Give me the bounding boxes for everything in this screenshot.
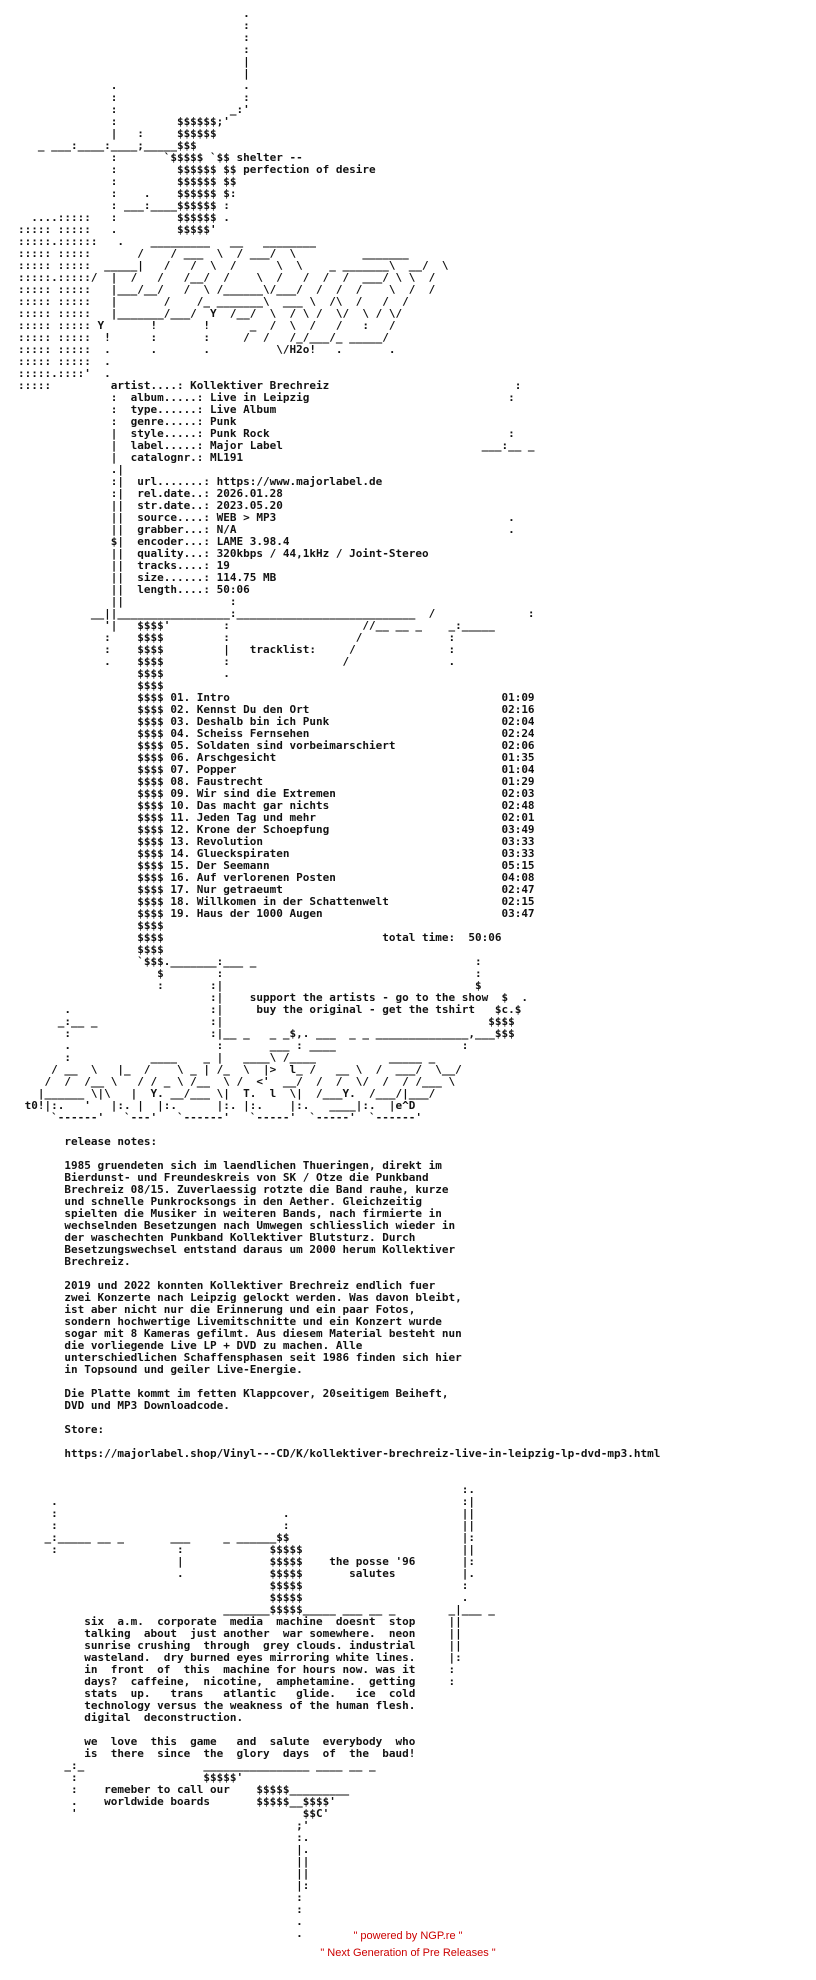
footer-tagline: " Next Generation of Pre Releases " [320, 1947, 496, 1959]
footer-powered-by: " powered by NGP.re " [353, 1930, 463, 1942]
nfo-ascii-document: . : : : | | . . : : : _:' : $$$$$$;' | : $$$$$$ _ ___:____:____;_____$$$ : `$$$$$ `$$ shelter -- : $$$$$$ $$ perfection of desire : $$$$$$ $$ : . $$$$$$ $: : ___:____$$$$$$ : ....::::: : $$$$$$ . ::::: ::::: . $$$$$' :::::.:::::: . _________ __ ________ ::::: ::::: / / ___ \ / ___/ \ _______ ::::: ::::: _____| / / \ / \ \ _ _______\ __/ \ :::::.:::::/ | / / /__/ / \ / / / / ___/ \ \ / ::::: ::::: |___/__/ / \ /______\/___/ / / / \ / / ::::: ::::: | / /_ _______\ ___ \ /\ / / / ::::: ::::: |_______/___/ Y /__/ \ / \ / \/ \ / \/ ::::: ::::: Y ! ! _ / \ / / : / ::::: ::::: ! : : / / /_/___/_ _____/ ::::: ::::: . . . \/H2o! . . ::::: ::::: . :::::.::::' . ::::: artist....: Kollektiver Brechreiz : : album.....: Live in Leipzig : : type......: Live Album : genre.....: Punk | style.....: Punk Rock : | label.....: Major Label ___:__ _ | catalognr.: ML191 .| :| url.......: https://www.majorlabel.de :| rel.date..: 2026.01.28 || str.date..: 2023.05.20 || source....: WEB > MP3 . || grabber...: N/A . $| encoder...: LAME 3.98.4 || quality...: 320kbps / 44,1kHz / Joint-Stereo || tracks....: 19 || size......: 114.75 MB || length....: 50:06 || : __||_________________:___________________________ / : '| $$$$' : //__ __ _ _:_____ : $$$$ : / : : $$$$ | tracklist: / : . $$$$ : / . $$$$ . $$$$ $$$$ 01. Intro 01:09 $$$$ 02. Kennst Du den Ort 02:16 $$$$ 03. Deshalb bin ich Punk 02:04 $$$$ 04. Scheiss Fernsehen 02:24 $$$$ 05. Soldaten sind vorbeimarschiert 02:06 $$$$ 06. Arschgesicht 01:35 $$$$ 07. Popper 01:04 $$$$ 08. Faustrecht 01:29 $$$$ 09. Wir sind die Extremen 02:03 $$$$ 10. Das macht gar nichts 02:48 $$$$ 11. Jeden Tag und mehr 02:01 $$$$ 12. Krone der Schoepfung 03:49 $$$$ 13. Revolution 03:33 $$$$ 14. Glueckspiraten 03:33 $$$$ 15. Der Seemann 05:15 $$$$ 16. Auf verlorenen Posten 04:08 $$$$ 17. Nur getraeumt 02:47 $$$$ 18. Willkomen in der Schattenwelt 02:15 $$$$ 19. Haus der 1000 Augen 03:47 $$$$ $$$$ total time: 50:06 $$$$ `$$$._______:___ _ : $ : : : :| $ :| support the artists - go to the show $ . . :| buy the original - get the tshirt $c.$ _:__ _ :| $$$$ : :|__ _ _ _$,. ___ _ _ ______________,___$$$ . : ___ : ____ : : ____ _ | ____\ /____ _____ _ / __ \ |_ / \ _ | /_ \ |> l_ / __ \ / ___/ \__/ / / /__ \ / / _ \ /__ \ / <' __/ / / \/ / / /___ \ |______ \|\ | Y. __/___ \| T. l \| /___Y. /___/|___/ t0!|:. ' |:. | |:. |:. |:. |:. ____|:. |e^D `------' `---' `------' `-----' `-----' `------' release notes: 1985 gruendeten sich im laendlichen Thueringen, direkt im Bierdunst- und Freundeskreis von SK / Otze die Punkband Brechreiz 08/15. Zuverlaessig rotzte die Band rauhe, kurze und schnelle Punkrocksongs in den Aether. Gleichzeitig spielten die Musiker in weiteren Bands, nach firmierte in wechselnden Besetzungen nach Umwegen schliesslich wieder in der waschechten Punkband Kollektiver Blutsturz. Durch Besetzungswechsel entstand daraus um 2000 herum Kollektiver Brechreiz. 2019 und 2022 konnten Kollektiver Brechreiz endlich fuer zwei Konzerte nach Leipzig gelockt werden. Was davon bleibt, ist aber nicht nur die Erinnerung und ein paar Fotos, sondern hochwertige Livemitschnitte und ein Konzert wurde sogar mit 8 Kameras gefilmt. Aus diesem Material besteht nun die vorliegende Live LP + DVD zu machen. Alle unterschiedlichen Schaffensphasen seit 1986 finden sich hier in Topsound und geiler Live-Energie. Die Platte kommt im fetten Klappcover, 20seitigem Beiheft, DVD und MP3 Downloadcode. Store: https://majorlabel.shop/Vinyl---CD/K/kollektiver-brechreiz-live-in-leipzig-lp-dvd-mp3.html :. . :| : . || : : || _:_____ __ _ ___ _ ______$$ |: : : $$$$$ || | $$$$$ the posse '96 |: . $$$$$ salutes |. $$$$$ : $$$$$ . _______$$$$$_____ ___ __ _ _|___ _ six a.m. corporate media machine doesnt stop || talking about just another war somewhere. neon || sunrise crushing through grey clouds. industrial || wasteland. dry burned eyes mirroring white lines. |: in front of this machine for hours now. was it : days? caffeine, nicotine, amphetamine. getting : stats up. trans atlantic glide. ice cold technology versus the weakness of the human flesh. digital deconstruction. we love this game and salute everybody who is there since the glory days of the baud! _:_ ________________ ____ __ _ : $$$$$' : remeber to call our $$$$$_________ . worldwide boards $$$$$__$$$$' ' $$C' ;' :. |. || || |: : : . . [18, 7, 661, 1940]
footer [0, 1928, 816, 1962]
